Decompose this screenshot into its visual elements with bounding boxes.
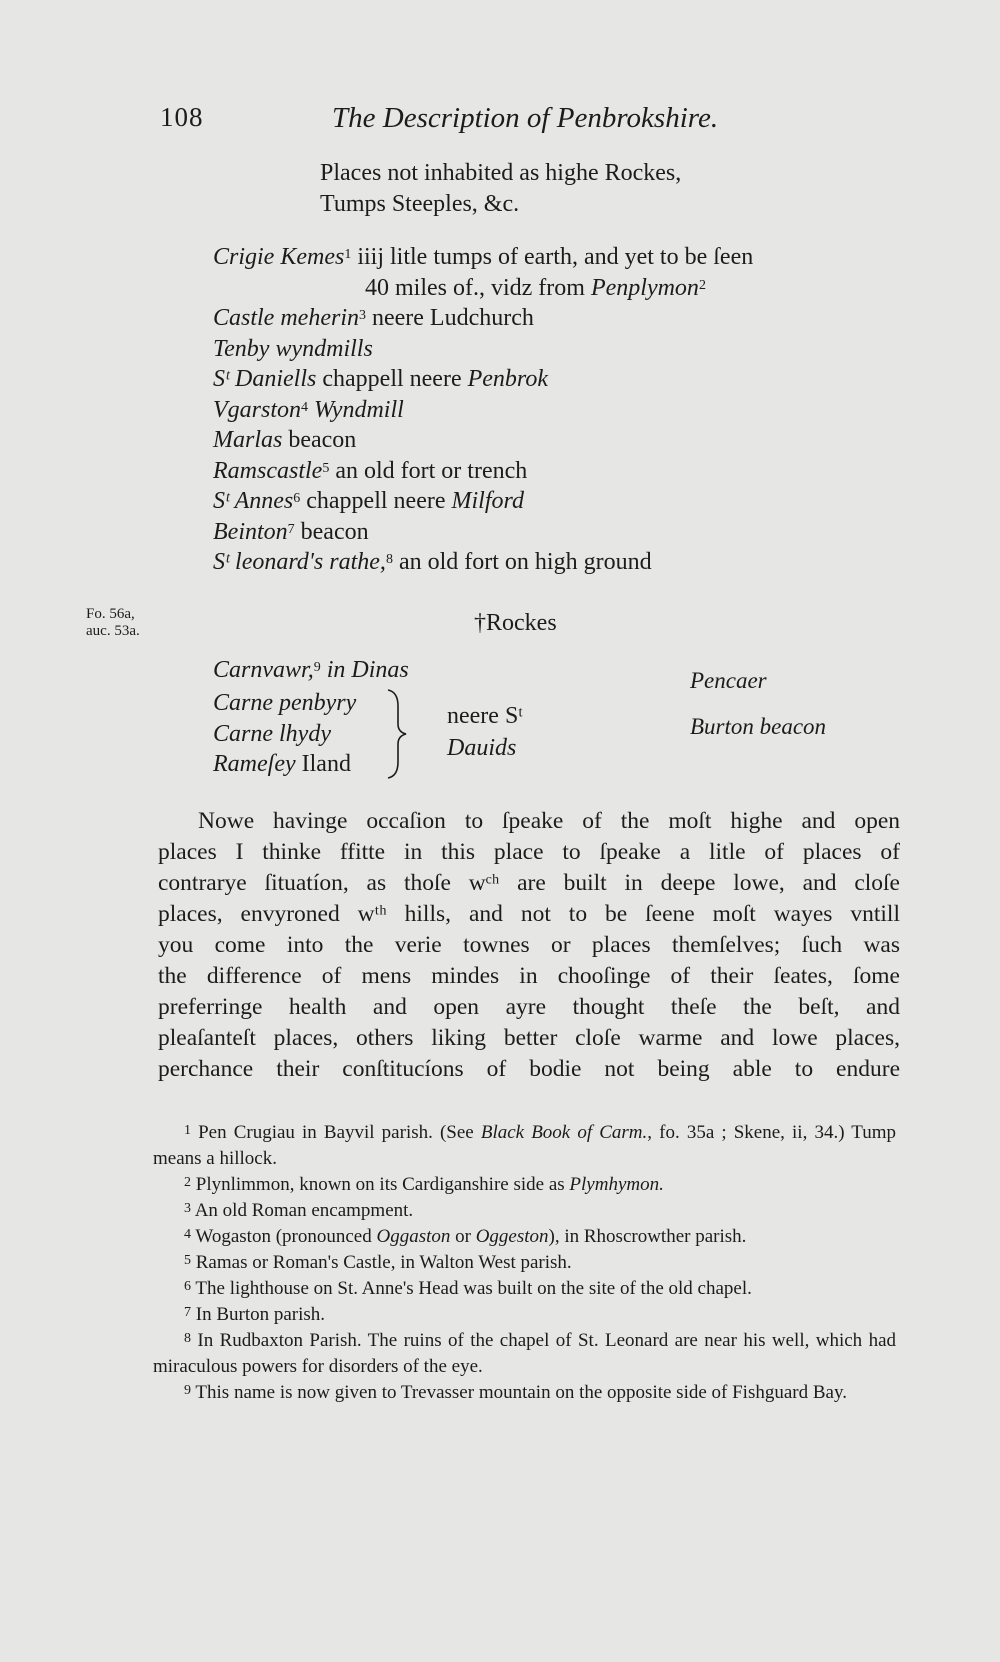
places-row <box>213 425 753 456</box>
footnote-text: Pen Crugiau in Bayvil parish. (See <box>198 1122 481 1143</box>
rockes-right-column <box>690 658 826 750</box>
place-name: Castle meherin <box>213 305 359 331</box>
footnote-text: The lighthouse on St. Anne's Head was built on the site of the old chapel. <box>195 1278 752 1299</box>
margin-note-line: Fo. 56a, <box>86 606 135 622</box>
rock-name: Carne lhydy <box>213 720 331 747</box>
place-description: chappell neere <box>300 488 452 514</box>
place-description: beacon <box>282 427 357 453</box>
places-list <box>213 242 753 578</box>
brace-label-line: Dauids <box>447 735 517 761</box>
footnote-text: This name is now given to Trevasser mountain on the opposite side of Fishguard Bay. <box>195 1382 847 1403</box>
section-heading-line-2: Tumps Steeples, &c. <box>320 191 520 217</box>
place-description: an old fort or trench <box>329 457 528 484</box>
body-paragraph <box>158 806 900 1085</box>
footnote-text: ), in Rhoscrowther parish. <box>548 1226 747 1247</box>
places-row <box>213 395 753 426</box>
footnote-ref: 2 <box>698 277 706 293</box>
footnote-ref: 5 <box>322 460 330 476</box>
footnote <box>153 1328 896 1380</box>
footnote-text: Oggaston <box>376 1226 451 1247</box>
place-name: Vgarston <box>213 396 302 423</box>
place-name: Sᵗ Daniells <box>213 366 317 392</box>
places-row <box>213 273 753 304</box>
footnotes <box>153 1120 896 1406</box>
place-name: Wyndmill <box>314 396 404 423</box>
footnote-text: Plymhymon. <box>569 1174 664 1195</box>
place-description: neere Ludchurch <box>365 305 534 331</box>
rock-name: Pencaer <box>690 668 767 693</box>
place-description: 40 miles of., vidz from <box>365 274 591 301</box>
footnote-text: or <box>450 1226 476 1247</box>
paragraph-line: perchance their conſtitucíons of bodie not being able to endure <box>158 1056 900 1082</box>
footnote-number: 5 <box>184 1253 191 1268</box>
rockes-bracketed-group <box>213 688 356 780</box>
places-row <box>213 486 753 517</box>
rockes-heading: †Rockes <box>474 610 557 636</box>
running-title: The Description of Penbrokshire. <box>332 102 719 134</box>
place-name: Tenby wyndmills <box>213 335 373 362</box>
places-row <box>213 364 753 395</box>
rock-name: Carnvawr, <box>213 657 314 683</box>
footnote-ref: 6 <box>293 491 301 506</box>
places-row <box>213 547 753 578</box>
places-row <box>213 242 753 273</box>
footnote-number: 9 <box>184 1383 191 1398</box>
footnote-ref: 8 <box>385 552 393 567</box>
footnote-ref: 9 <box>313 660 321 675</box>
footnote-text: , fo. 35a ; Skene, ii, 34.) Tump means a hillock. <box>153 1122 897 1169</box>
footnote <box>153 1172 896 1198</box>
paragraph-line: you come into the verie townes or places themſelves; ſuch was <box>158 932 900 958</box>
footnote <box>153 1198 896 1224</box>
place-name: Sᵗ Annes <box>213 488 294 514</box>
places-row <box>213 517 753 548</box>
footnote-ref: 3 <box>358 308 366 323</box>
margin-note <box>86 606 140 640</box>
places-row <box>213 334 753 365</box>
rockes-first-entry <box>213 655 409 686</box>
paragraph-line: places, envyroned wᵗʰ hills, and not to be ſeene moſt wayes vntill <box>158 901 900 927</box>
footnote-text: An old Roman encampment. <box>194 1200 414 1221</box>
place-name: Ramscastle <box>213 457 323 484</box>
margin-note-line: auc. 53a. <box>86 623 140 639</box>
place-name: Marlas <box>213 427 283 453</box>
place-description: an old fort on high ground <box>392 549 652 575</box>
page-header <box>160 102 760 142</box>
paragraph-line: preferringe health and open ayre thought theſe the beſt, and <box>158 994 900 1020</box>
place-name: Penplymon <box>590 274 699 301</box>
paragraph-line: the difference of mens mindes in chooſinge of their ſeates, ſome <box>158 963 900 989</box>
footnote <box>153 1276 896 1302</box>
footnote-text: Ramas or Roman's Castle, in Walton West parish. <box>195 1252 572 1273</box>
place-name: Crigie Kemes <box>213 244 345 270</box>
rock-name: Burton beacon <box>690 714 827 739</box>
footnote <box>153 1120 896 1172</box>
footnote-ref: 4 <box>301 399 309 415</box>
page-number: 108 <box>160 102 204 132</box>
footnote-number: 4 <box>184 1227 191 1242</box>
place-name: Sᵗ leonard's rathe, <box>213 549 386 575</box>
footnote-ref: 7 <box>287 521 295 537</box>
footnote-number: 3 <box>184 1201 191 1216</box>
place-description: iiij litle tumps of earth, and yet to be ſeen <box>351 244 754 270</box>
place-name: Beinton <box>213 518 288 545</box>
footnote-text: Wogaston (pronounced <box>195 1226 377 1247</box>
place-name: Milford <box>451 488 524 514</box>
footnote-number: 8 <box>184 1331 191 1346</box>
place-name: Penbrok <box>467 366 549 392</box>
footnote-text: In Burton parish. <box>195 1304 326 1325</box>
footnote <box>153 1224 896 1250</box>
rock-name: Rameſey <box>213 751 296 777</box>
rock-name: Carne penbyry <box>213 690 357 716</box>
footnote-text: Oggeston <box>475 1226 549 1247</box>
places-row <box>213 456 753 487</box>
curly-brace-icon <box>386 688 408 780</box>
rock-location: in Dinas <box>320 657 409 683</box>
paragraph-line: Nowe havinge occaſion to ſpeake of the moſt highe and open <box>198 808 900 834</box>
footnote-number: 6 <box>184 1279 191 1294</box>
brace-label-line: neere Sᵗ <box>447 703 523 729</box>
footnote <box>153 1302 896 1328</box>
footnote-number: 1 <box>184 1123 191 1138</box>
place-description: chappell neere <box>316 366 468 392</box>
place-description: beacon <box>294 518 369 545</box>
footnote-number: 7 <box>184 1305 191 1320</box>
rock-description: Iland <box>295 751 351 777</box>
places-row <box>213 303 753 334</box>
footnote-number: 2 <box>184 1175 191 1190</box>
paragraph-line: places I thinke ffitte in this place to ſpeake a litle of places of <box>158 839 900 865</box>
footnote-text: Plynlimmon, known on its Cardiganshire side as <box>195 1174 570 1195</box>
footnote <box>153 1250 896 1276</box>
footnote-text: Black Book of Carm. <box>480 1122 648 1143</box>
paragraph-line: contrarye ſituatíon, as thoſe wᶜʰ are built in deepe lowe, and cloſe <box>158 870 900 896</box>
brace-label <box>447 700 523 764</box>
footnote-ref: 1 <box>344 247 352 262</box>
paragraph-line: pleaſanteſt places, others liking better cloſe warme and lowe places, <box>158 1025 900 1051</box>
footnote <box>153 1380 896 1406</box>
section-heading <box>320 158 681 220</box>
footnote-text: In Rudbaxton Parish. The ruins of the chapel of St. Leonard are near his well, which had miraculous powers for disorders of the eye. <box>153 1330 896 1377</box>
section-heading-line-1: Places not inhabited as highe Rockes, <box>320 160 682 186</box>
